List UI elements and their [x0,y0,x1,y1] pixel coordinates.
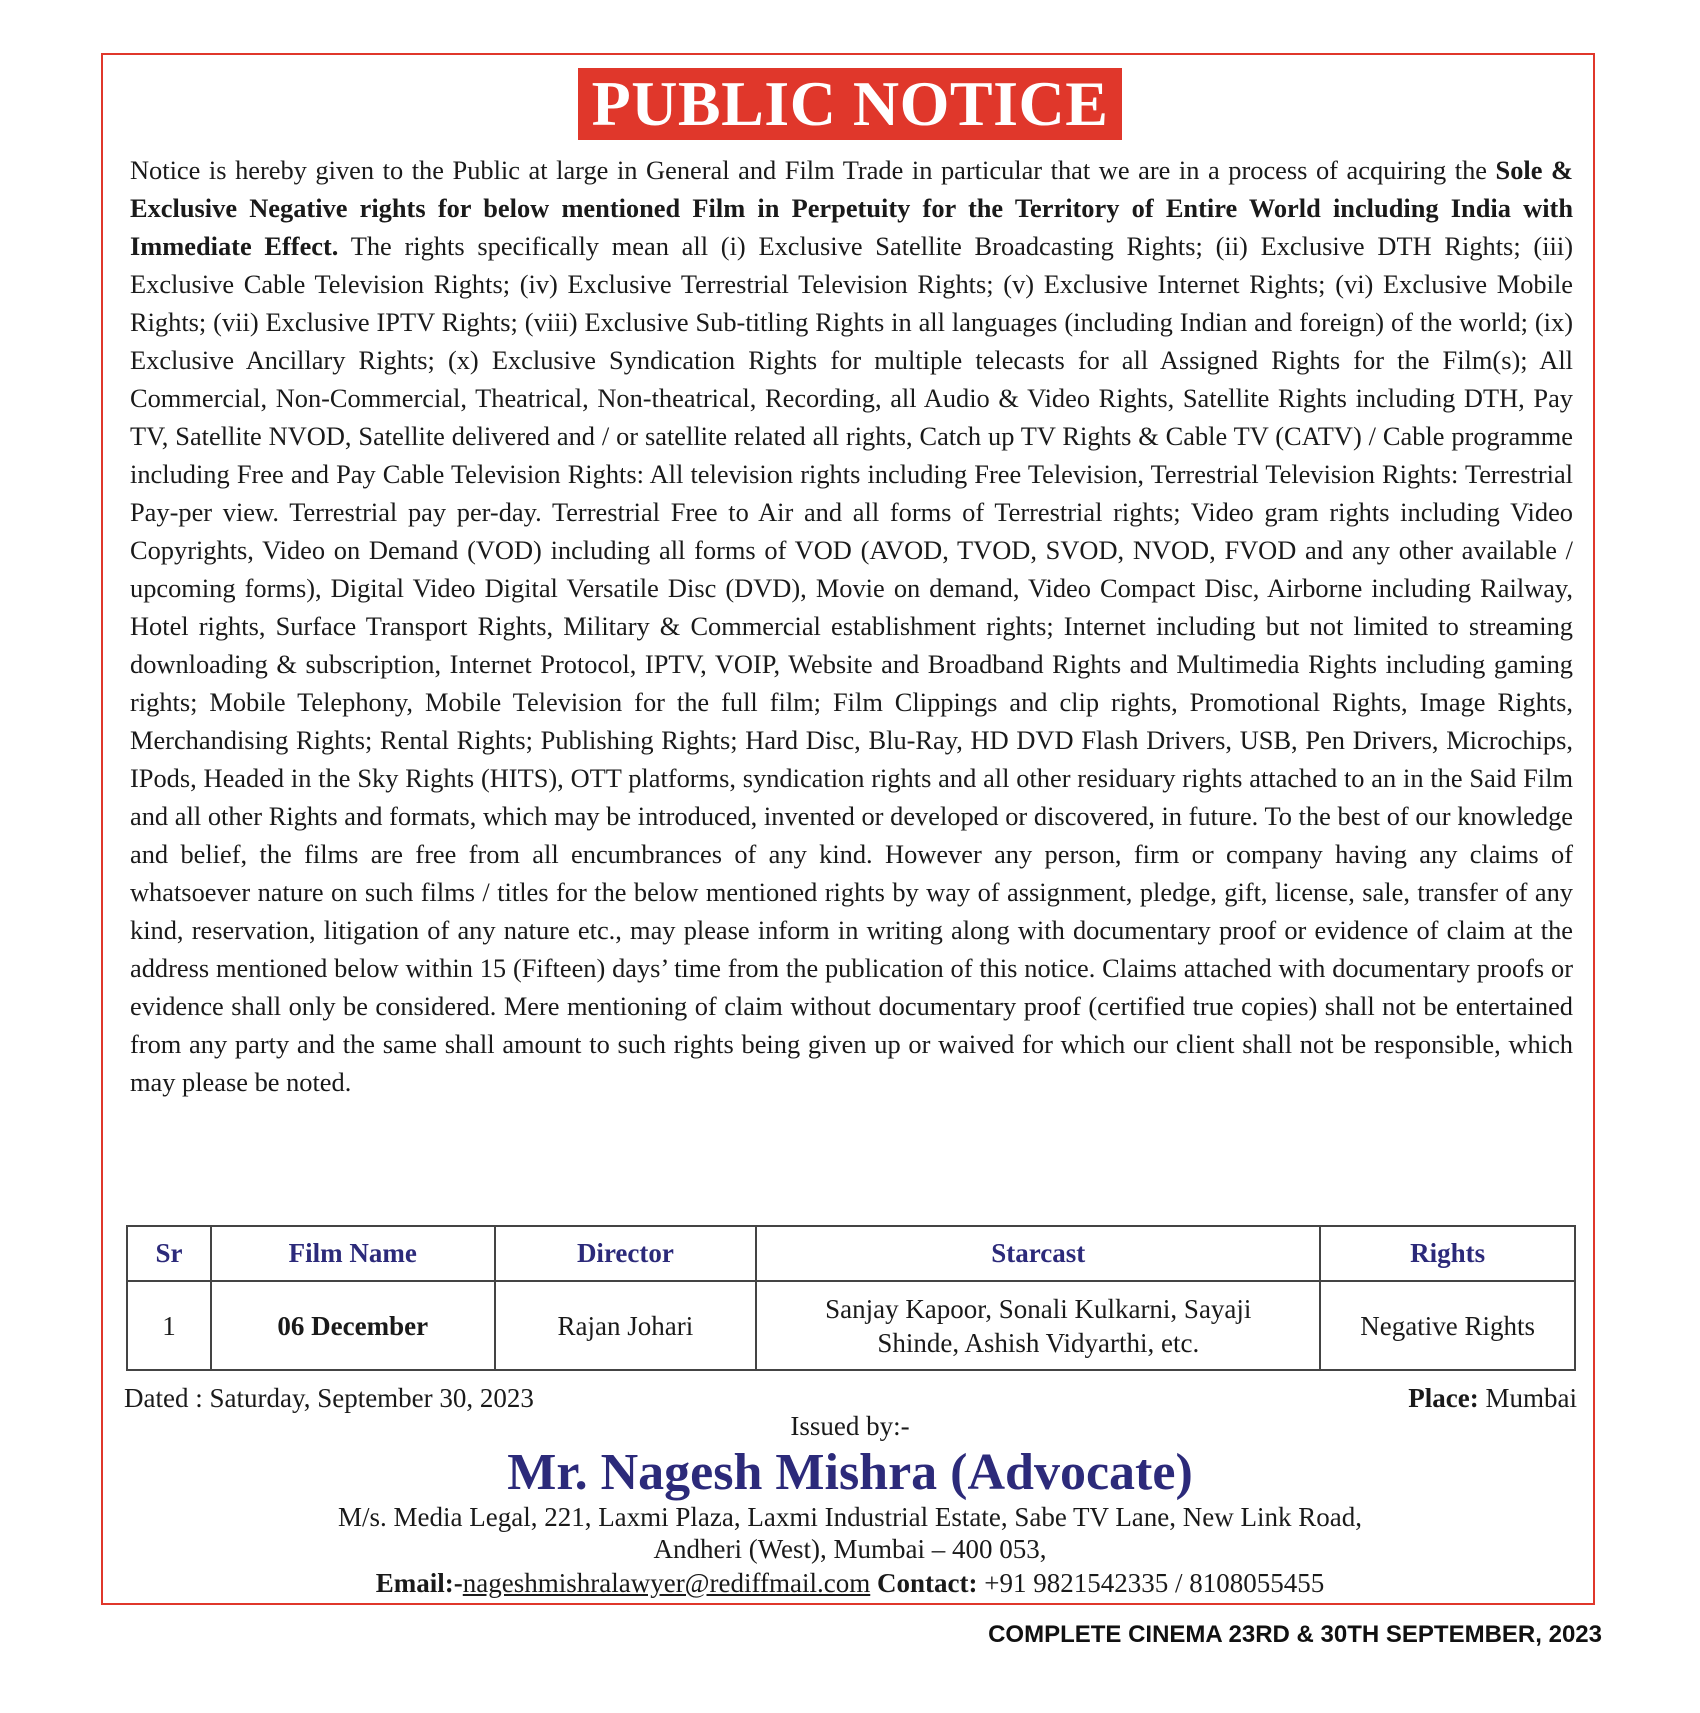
starcast-line-2: Shinde, Ashish Vidyarthi, etc. [877,1327,1200,1358]
header-director: Director [495,1226,757,1281]
cell-film-name: 06 December [211,1281,495,1370]
cell-starcast [756,1281,1320,1370]
contact-label: Contact: [877,1568,978,1598]
cell-sr: 1 [127,1281,211,1370]
place-label: Place: [1408,1383,1479,1413]
header-rights: Rights [1320,1226,1575,1281]
starcast-line-1: Sanjay Kapoor, Sonali Kulkarni, Sayaji [825,1293,1252,1324]
issued-by: Issued by:- [790,1411,910,1441]
email-link[interactable]: nageshmishralawyer@rediffmail.com [462,1568,871,1598]
email-label: Email:- [375,1568,463,1598]
cell-director: Rajan Johari [495,1281,757,1370]
table-header-row [127,1226,1575,1281]
dated-line: Dated : Saturday, September 30, 2023 [124,1383,534,1413]
advocate-name: Mr. Nagesh Mishra (Advocate) [507,1444,1193,1501]
contact-line [0,1566,1700,1600]
header-starcast: Starcast [756,1226,1320,1281]
title-banner [0,68,1700,140]
notice-body [130,151,1573,1101]
notice-title: PUBLIC NOTICE [578,68,1123,140]
place-line [1408,1383,1577,1414]
place-value: Mumbai [1478,1383,1577,1413]
films-table [126,1225,1576,1371]
publication-footer: COMPLETE CINEMA 23RD & 30TH SEPTEMBER, 2023 [988,1621,1602,1648]
header-sr: Sr [127,1226,211,1281]
table-row [127,1281,1575,1370]
header-film-name: Film Name [211,1226,495,1281]
notice-rights-bold: Sole & Exclusive Negative rights for below mentioned Film in Perpetuity for the Territory of Entire World including India with Immediate Effect. [130,155,1574,261]
notice-intro: Notice is hereby given to the Public at large in General and Film Trade in particular that we are in a process of acquiring the [130,155,1496,185]
contact-number: +91 9821542335 / 8108055455 [977,1568,1325,1598]
address-line-2: Andheri (West), Mumbai – 400 053, [653,1534,1047,1564]
address-line-1: M/s. Media Legal, 221, Laxmi Plaza, Laxmi Industrial Estate, Sabe TV Lane, New Link Road, [337,1502,1362,1532]
cell-rights: Negative Rights [1320,1281,1575,1370]
notice-rights-detail: The rights specifically mean all (i) Exclusive Satellite Broadcasting Rights; (ii) Exclusive DTH Rights; (iii) Exclusive Cable Television Rights; (iv) Exclusive Terrestrial Television Rights; (v) Exclusive Internet Rights; (vi) Exclusive Mobile Rights; (vii) Exclusive IPTV Rights; (viii) Exclusive Sub-titling Rights in all languages (including Indian and foreign) of the world; (ix) Exclusive Ancillary Rights; (x) Exclusive Syndication Rights for multiple telecasts for all Assigned Rights for the Film(s); All Commercial, Non-Commercial, Theatrical, Non-theatrical, Recording, all Audio & Video Rights, Satellite Rights including DTH, Pay TV, Satellite NVOD, Satellite delivered and / or satellite related all rights, Catch up TV Rights & Cable TV (CATV) / Cable programme including Free and Pay Cable Television Rights: All television rights including Free Television, Terrestrial Television Rights: Terrestrial Pay-per view. Terrestrial pay per-day. Terrestrial Free to Air and all forms of Terrestrial rights; Video gram rights including Video Copyrights, Video on Demand (VOD) including all forms of VOD (AVOD, TVOD, SVOD, NVOD, FVOD and any other available / upcoming forms), Digital Video Digital Versatile Disc (DVD), Movie on demand, Video Compact Disc, Airborne including Railway, Hotel rights, Surface Transport Rights, Military & Commercial establishment rights; Internet including but not limited to streaming downloading & subscription, Internet Protocol, IPTV, VOIP, Website and Broadband Rights and Multimedia Rights including gaming rights; Mobile Telephony, Mobile Television for the full film; Film Clippings and clip rights, Promotional Rights, Image Rights, Merchandising Rights; Rental Rights; Publishing Rights; Hard Disc, Blu-Ray, HD DVD Flash Drivers, USB, Pen Drivers, Microchips, IPods, Headed in the Sky Rights (HITS), OTT platforms, syndication rights and all other residuary rights attached to an in the Said Film and all other Rights and formats, which may be introduced, invented or developed or discovered, in future. To the best of our knowledge and belief, the films are free from all encumbrances of any kind. However any person, firm or company having any claims of whatsoever nature on such films / titles for the below mentioned rights by way of assignment, pledge, gift, license, sale, transfer of any kind, reservation, litigation of any nature etc., may please inform in writing along with documentary proof or evidence of claim at the address mentioned below within 15 (Fifteen) days’ time from the publication of this notice. Claims attached with documentary proofs or evidence shall only be considered. Mere mentioning of claim without documentary proof (certified true copies) shall not be entertained from any party and the same shall amount to such rights being given up or waived for which our client shall not be responsible, which may please be noted. [130,231,1573,1097]
